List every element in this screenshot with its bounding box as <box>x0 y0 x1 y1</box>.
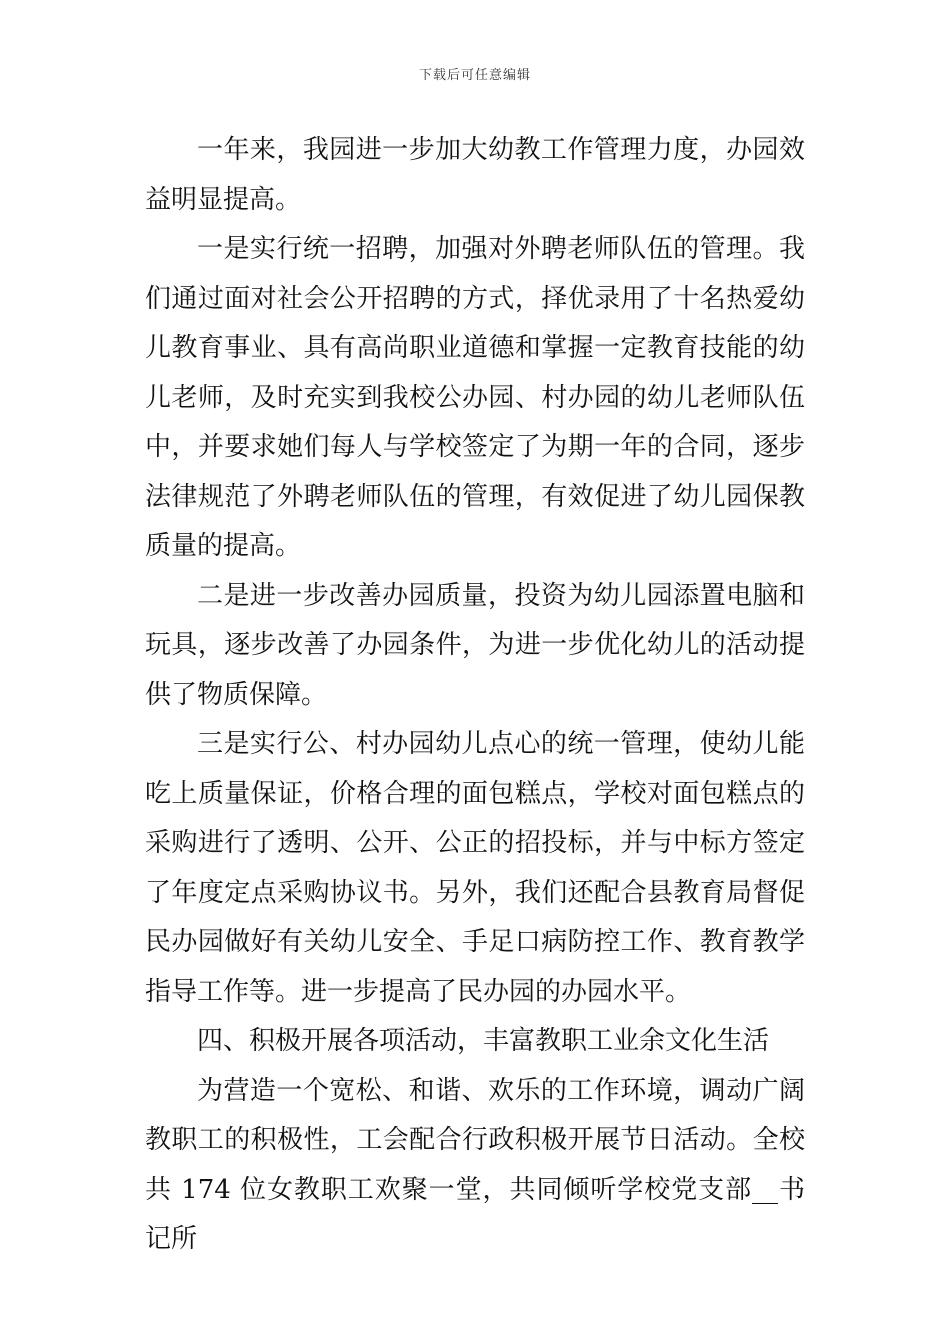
section-heading-activities: 四、积极开展各项活动，丰富教职工业余文化生活 <box>197 1026 770 1056</box>
paragraph-intro: 一年来，我园进一步加大幼教工作管理力度，办园效益明显提高。 <box>145 135 805 215</box>
paragraph-recruitment: 一是实行统一招聘，加强对外聘老师队伍的管理。我们通过面对社会公开招聘的方式，择优录用了十名热爱幼儿教育事业、具有高尚职业道德和掌握一定教育技能的幼儿老师，及时充实到我校公办园、村办园的幼儿老师队伍中，并要求她们每人与学校签定了为期一年的合同，逐步法律规范了外聘老师队伍的管理，有效促进了幼儿园保教质量的提高。 <box>145 234 805 561</box>
paragraph-snack-management: 三是实行公、村办园幼儿点心的统一管理，使幼儿能吃上质量保证，价格合理的面包糕点，学校对面包糕点的采购进行了透明、公开、公正的招投标，并与中标方签定了年度定点采购协议书。另外，我们还配合县教育局督促民办园做好有关幼儿安全、手足口病防控工作、教育教学指导工作等。进一步提高了民办园的办园水平。 <box>145 729 805 1007</box>
paragraph-activities: 为营造一个宽松、和谐、欢乐的工作环境，调动广阔教职工的积极性，工会配合行政积极开展节日活动。全校共 174 位女教职工欢聚一堂，共同倾听学校党支部__书记所 <box>145 1075 805 1254</box>
paragraph-facilities: 二是进一步改善办园质量，投资为幼儿园添置电脑和玩具，逐步改善了办园条件，为进一步优化幼儿的活动提供了物质保障。 <box>145 580 805 710</box>
download-edit-note: 下载后可任意编辑 <box>418 68 531 83</box>
document-body <box>145 126 805 1265</box>
